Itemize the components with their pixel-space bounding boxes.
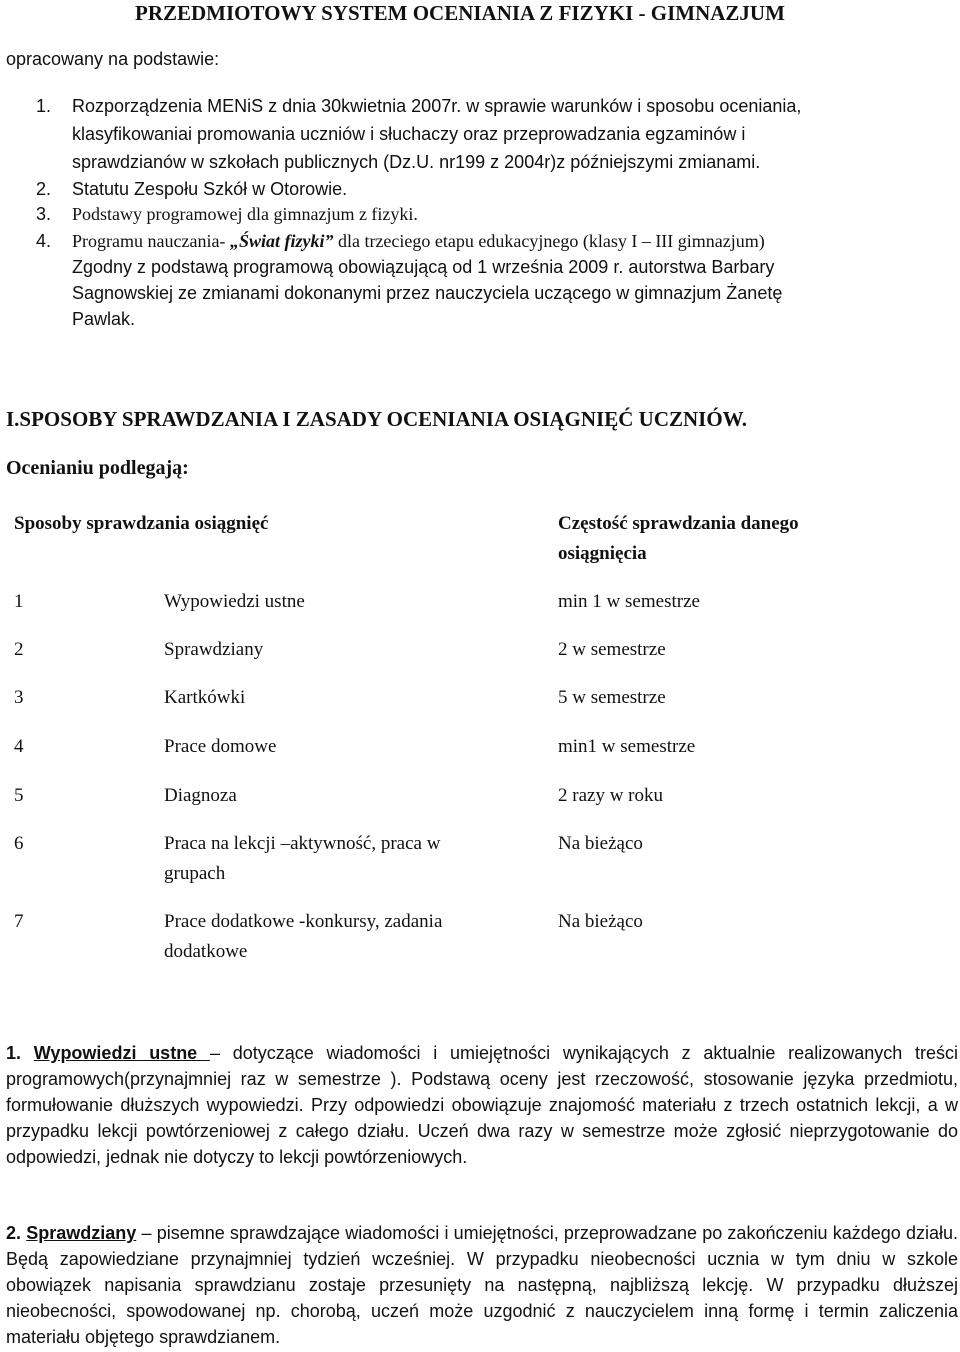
row-frequency: 2 w semestrze	[558, 639, 666, 660]
based-on-label: opracowany na podstawie:	[6, 49, 220, 69]
row-number: 2	[14, 639, 24, 660]
paragraph-number: 2.	[6, 1223, 22, 1243]
source-line: Rozporządzenia MENiS z dnia 30kwietnia 2007r. w sprawie warunków i sposobu oceniania,	[72, 96, 802, 116]
source-line: sprawdzianów w szkołach publicznych (Dz.U. nr199 z 2004r)z późniejszymi zmianami.	[72, 152, 761, 172]
row-number: 5	[14, 785, 24, 806]
source-line: klasyfikowaniai promowania uczniów i słuchaczy oraz przeprowadzania egzaminów i	[72, 124, 746, 144]
row-number: 7	[14, 911, 24, 932]
source-number: 2.	[36, 179, 52, 199]
header-frequency	[558, 509, 799, 569]
row-method: Diagnoza	[164, 785, 237, 806]
row-method: Kartkówki	[164, 687, 246, 708]
row-method: Praca na lekcji –aktywność, praca w grupach	[164, 833, 441, 884]
source-line: Sagnowskiej ze zmianami dokonanymi przez nauczyciela uczącego w gimnazjum Żanetę	[72, 283, 783, 303]
paragraph-tests	[6, 1220, 958, 1350]
document-title: PRZEDMIOTOWY SYSTEM OCENIANIA Z FIZYKI - GIMNAZJUM	[135, 1, 785, 25]
row-method: Prace dodatkowe -konkursy, zadania dodatkowe	[164, 911, 443, 962]
source-line: Statutu Zespołu Szkół w Otorowie.	[72, 179, 348, 199]
row-number: 3	[14, 687, 24, 708]
source-text: dla trzeciego etapu edukacyjnego (klasy I – III gimnazjum)	[333, 231, 765, 251]
source-line: Pawlak.	[72, 309, 136, 329]
row-number: 6	[14, 833, 24, 854]
row-frequency: Na bieżąco	[558, 911, 643, 932]
row-method: Prace domowe	[164, 736, 277, 757]
row-frequency: 5 w semestrze	[558, 687, 666, 708]
row-method: Wypowiedzi ustne	[164, 591, 305, 612]
program-title: „Świat fizyki”	[229, 231, 334, 251]
paragraph-oral-answers	[6, 1040, 958, 1170]
paragraph-heading: Sprawdziany	[26, 1223, 137, 1243]
row-frequency: Na bieżąco	[558, 833, 643, 854]
row-number: 4	[14, 736, 24, 757]
paragraph-heading: Wypowiedzi ustne	[33, 1043, 210, 1063]
source-number: 3.	[36, 204, 52, 224]
header-frequency-line: osiągnięcia	[558, 543, 647, 564]
paragraph-number: 1.	[6, 1043, 22, 1063]
header-method: Sposoby sprawdzania osiągnięć	[14, 513, 269, 534]
row-number: 1	[14, 591, 24, 612]
row-method: Sprawdziany	[164, 639, 264, 660]
paragraph-text: – pisemne sprawdzające wiadomości i umiejętności, przeprowadzane po zakończeniu każdego działu. Będą zapowiedziane przynajmniej tydzień wcześniej. W przypadku nieobecności ucznia w tym dniu w szkole obowiązek napisania sprawdzianu zostaje przesunięty na następną, najbliższą lekcję. W przypadku dłuższej nieobecności, spowodowanej np. chorobą, uczeń może uzgodnić z nauczycielem inną formę i termin zaliczenia materiału objętego sprawdzianem.	[6, 1223, 958, 1347]
row-frequency: min 1 w semestrze	[558, 591, 700, 612]
section-heading: I.SPOSOBY SPRAWDZANIA I ZASADY OCENIANIA OSIĄGNIĘĆ UCZNIÓW.	[6, 407, 747, 431]
source-line: Zgodny z podstawą programową obowiązującą od 1 września 2009 r. autorstwa Barbary	[72, 257, 775, 277]
source-line	[72, 229, 765, 254]
row-frequency: min1 w semestrze	[558, 736, 696, 757]
source-number: 1.	[36, 96, 52, 116]
source-number: 4.	[36, 231, 52, 251]
section-lead: Ocenianiu podlegają:	[6, 457, 189, 479]
paragraph-text: – dotyczące wiadomości i umiejętności wynikających z aktualnie realizowanych treści programowych(przynajmniej raz w semestrze ). Podstawą oceny jest rzeczowość, stosowanie języka przedmiotu, formułowanie dłuższych wypowiedzi. Przy odpowiedzi obowiązuje znajomość materiału z trzech ostatnich lekcji, a w przypadku lekcji powtórzeniowej z całego działu. Uczeń dwa razy w semestrze może zgłosić nieprzygotowanie do odpowiedzi, jednak nie dotyczy to lekcji powtórzeniowych.	[6, 1043, 958, 1167]
row-frequency: 2 razy w roku	[558, 785, 663, 806]
header-frequency-line: Częstość sprawdzania danego	[558, 513, 799, 534]
source-line: Podstawy programowej dla gimnazjum z fizyki.	[72, 204, 418, 224]
source-text: Programu nauczania-	[72, 231, 230, 251]
